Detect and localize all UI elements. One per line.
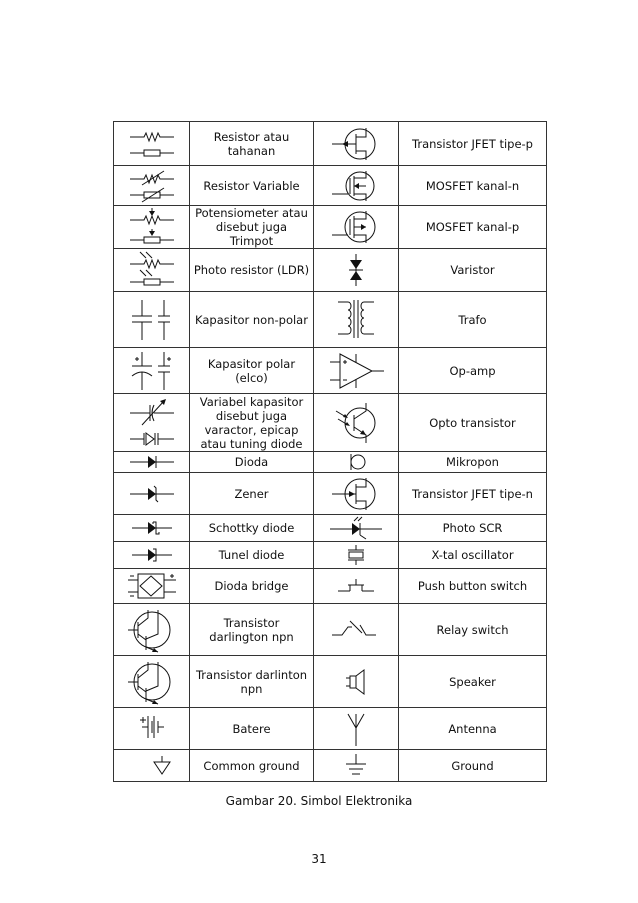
symbol-label: Photo SCR: [399, 515, 547, 542]
symbol-label: Transistor darlinton npn: [190, 656, 314, 708]
symbol-label: Dioda: [190, 452, 314, 473]
table-row: [114, 542, 547, 569]
symbol-label: Resistor atau tahanan: [190, 122, 314, 166]
table-row: [114, 249, 547, 292]
opto-transistor-icon: [314, 394, 399, 452]
symbol-label: Tunel diode: [190, 542, 314, 569]
push-button-icon: [314, 569, 399, 604]
symbol-label: Common ground: [190, 750, 314, 782]
transformer-icon: [314, 292, 399, 348]
symbol-label: Schottky diode: [190, 515, 314, 542]
polar-capacitor-icon: [114, 348, 190, 394]
potentiometer-icon: [114, 206, 190, 249]
battery-icon: [114, 708, 190, 750]
symbol-label: Opto transistor: [399, 394, 547, 452]
symbol-label: Ground: [399, 750, 547, 782]
darlington-icon: [114, 656, 190, 708]
tunnel-diode-icon: [114, 542, 190, 569]
darlington-icon: [114, 604, 190, 656]
symbol-label: Trafo: [399, 292, 547, 348]
table-row: [114, 452, 547, 473]
symbol-label: MOSFET kanal-p: [399, 206, 547, 249]
diode-bridge-icon: [114, 569, 190, 604]
table-row: [114, 515, 547, 542]
table-row: [114, 292, 547, 348]
op-amp-icon: [314, 348, 399, 394]
table-row: [114, 166, 547, 206]
symbol-label: Photo resistor (LDR): [190, 249, 314, 292]
speaker-icon: [314, 656, 399, 708]
photo-scr-icon: [314, 515, 399, 542]
symbol-label: Speaker: [399, 656, 547, 708]
symbol-label: Variabel kapasitor disebut juga varactor, epicap atau tuning diode: [190, 394, 314, 452]
table-row: [114, 473, 547, 515]
symbol-label: Transistor darlington npn: [190, 604, 314, 656]
table-row: [114, 206, 547, 249]
ldr-icon: [114, 249, 190, 292]
antenna-icon: [314, 708, 399, 750]
table-row: [114, 569, 547, 604]
common-ground-icon: [114, 750, 190, 782]
symbol-label: Transistor JFET tipe-n: [399, 473, 547, 515]
table-row: [114, 750, 547, 782]
capacitor-icon: [114, 292, 190, 348]
symbol-label: Resistor Variable: [190, 166, 314, 206]
jfet-p-icon: [314, 122, 399, 166]
mosfet-n-icon: [314, 166, 399, 206]
figure-caption: Gambar 20. Simbol Elektronika: [225, 794, 413, 808]
symbol-label: X-tal oscillator: [399, 542, 547, 569]
zener-icon: [114, 473, 190, 515]
symbol-label: Transistor JFET tipe-p: [399, 122, 547, 166]
symbol-label: Antenna: [399, 708, 547, 750]
crystal-icon: [314, 542, 399, 569]
symbol-label: Potensiometer atau disebut juga Trimpot: [190, 206, 314, 249]
symbol-label: MOSFET kanal-n: [399, 166, 547, 206]
page-number: 31: [311, 852, 327, 866]
table-row: [114, 708, 547, 750]
variable-capacitor-icon: [114, 394, 190, 452]
relay-icon: [314, 604, 399, 656]
symbol-label: Varistor: [399, 249, 547, 292]
symbol-label: Op-amp: [399, 348, 547, 394]
symbol-label: Kapasitor polar (elco): [190, 348, 314, 394]
variable-resistor-icon: [114, 166, 190, 206]
symbol-label: Dioda bridge: [190, 569, 314, 604]
symbol-table: [113, 121, 547, 782]
table-row: [114, 656, 547, 708]
mosfet-p-icon: [314, 206, 399, 249]
symbol-label: Relay switch: [399, 604, 547, 656]
table-row: [114, 348, 547, 394]
symbol-label: Zener: [190, 473, 314, 515]
microphone-icon: [314, 452, 399, 473]
ground-icon: [314, 750, 399, 782]
resistor-icon: [114, 122, 190, 166]
table-row: [114, 122, 547, 166]
schottky-icon: [114, 515, 190, 542]
table-row: [114, 394, 547, 452]
symbol-label: Push button switch: [399, 569, 547, 604]
symbol-label: Batere: [190, 708, 314, 750]
table-row: [114, 604, 547, 656]
jfet-n-icon: [314, 473, 399, 515]
symbol-label: Kapasitor non-polar: [190, 292, 314, 348]
symbol-label: Mikropon: [399, 452, 547, 473]
varistor-icon: [314, 249, 399, 292]
diode-icon: [114, 452, 190, 473]
